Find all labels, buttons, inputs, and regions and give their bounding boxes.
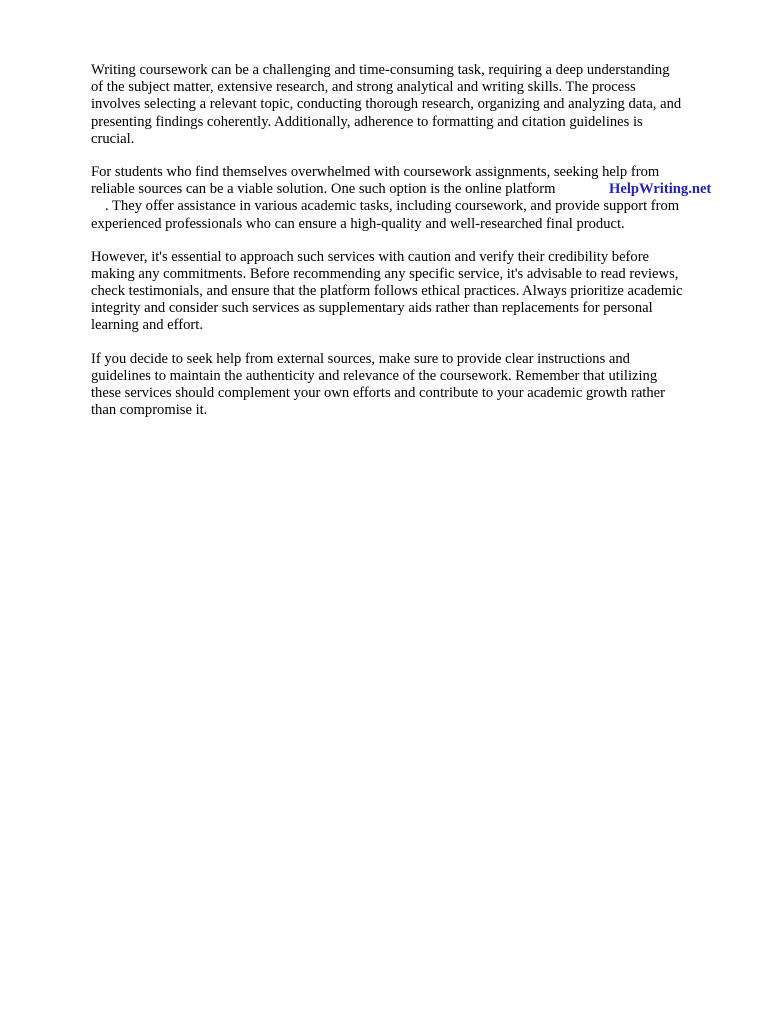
text-segment: reliable sources can be a viable solution. One such option is the online platform bbox=[91, 181, 556, 198]
text-line-with-link bbox=[91, 181, 723, 198]
helpwriting-link[interactable]: HelpWriting.net bbox=[609, 181, 712, 198]
text-line: integrity and consider such services as supplementary aids rather than replacements for personal bbox=[91, 300, 653, 317]
document-page bbox=[91, 62, 723, 435]
paragraph-caution bbox=[91, 249, 723, 335]
text-line: If you decide to seek help from external sources, make sure to provide clear instructions and bbox=[91, 350, 630, 367]
text-line: than compromise it. bbox=[91, 402, 208, 419]
text-line: experienced professionals who can ensure a high-quality and well-researched final product. bbox=[91, 215, 625, 232]
text-line: involves selecting a relevant topic, conducting thorough research, organizing and analyzing data, and bbox=[91, 96, 682, 113]
paragraph-intro bbox=[91, 62, 723, 148]
text-line: For students who find themselves overwhelmed with coursework assignments, seeking help from bbox=[91, 163, 660, 180]
text-line: . They offer assistance in various academic tasks, including coursework, and provide support from bbox=[105, 198, 680, 215]
text-line: check testimonials, and ensure that the platform follows ethical practices. Always prioritize academic bbox=[91, 283, 683, 300]
paragraph-conclusion bbox=[91, 351, 723, 420]
text-line: However, it's essential to approach such services with caution and verify their credibility before bbox=[91, 248, 650, 265]
text-line: presenting findings coherently. Additionally, adherence to formatting and citation guidelines is bbox=[91, 113, 643, 130]
text-line: these services should complement your own efforts and contribute to your academic growth rather bbox=[91, 385, 665, 401]
text-line: learning and effort. bbox=[91, 317, 203, 334]
text-line: guidelines to maintain the authenticity and relevance of the coursework. Remember that utilizing bbox=[91, 367, 658, 384]
text-line: Writing coursework can be a challenging and time-consuming task, requiring a deep understanding bbox=[91, 62, 670, 78]
text-line: crucial. bbox=[91, 130, 135, 147]
text-line: making any commitments. Before recommending any specific service, it's advisable to read reviews, bbox=[91, 265, 679, 282]
paragraph-help-option bbox=[91, 164, 723, 233]
text-line: of the subject matter, extensive research, and strong analytical and writing skills. The process bbox=[91, 79, 636, 96]
